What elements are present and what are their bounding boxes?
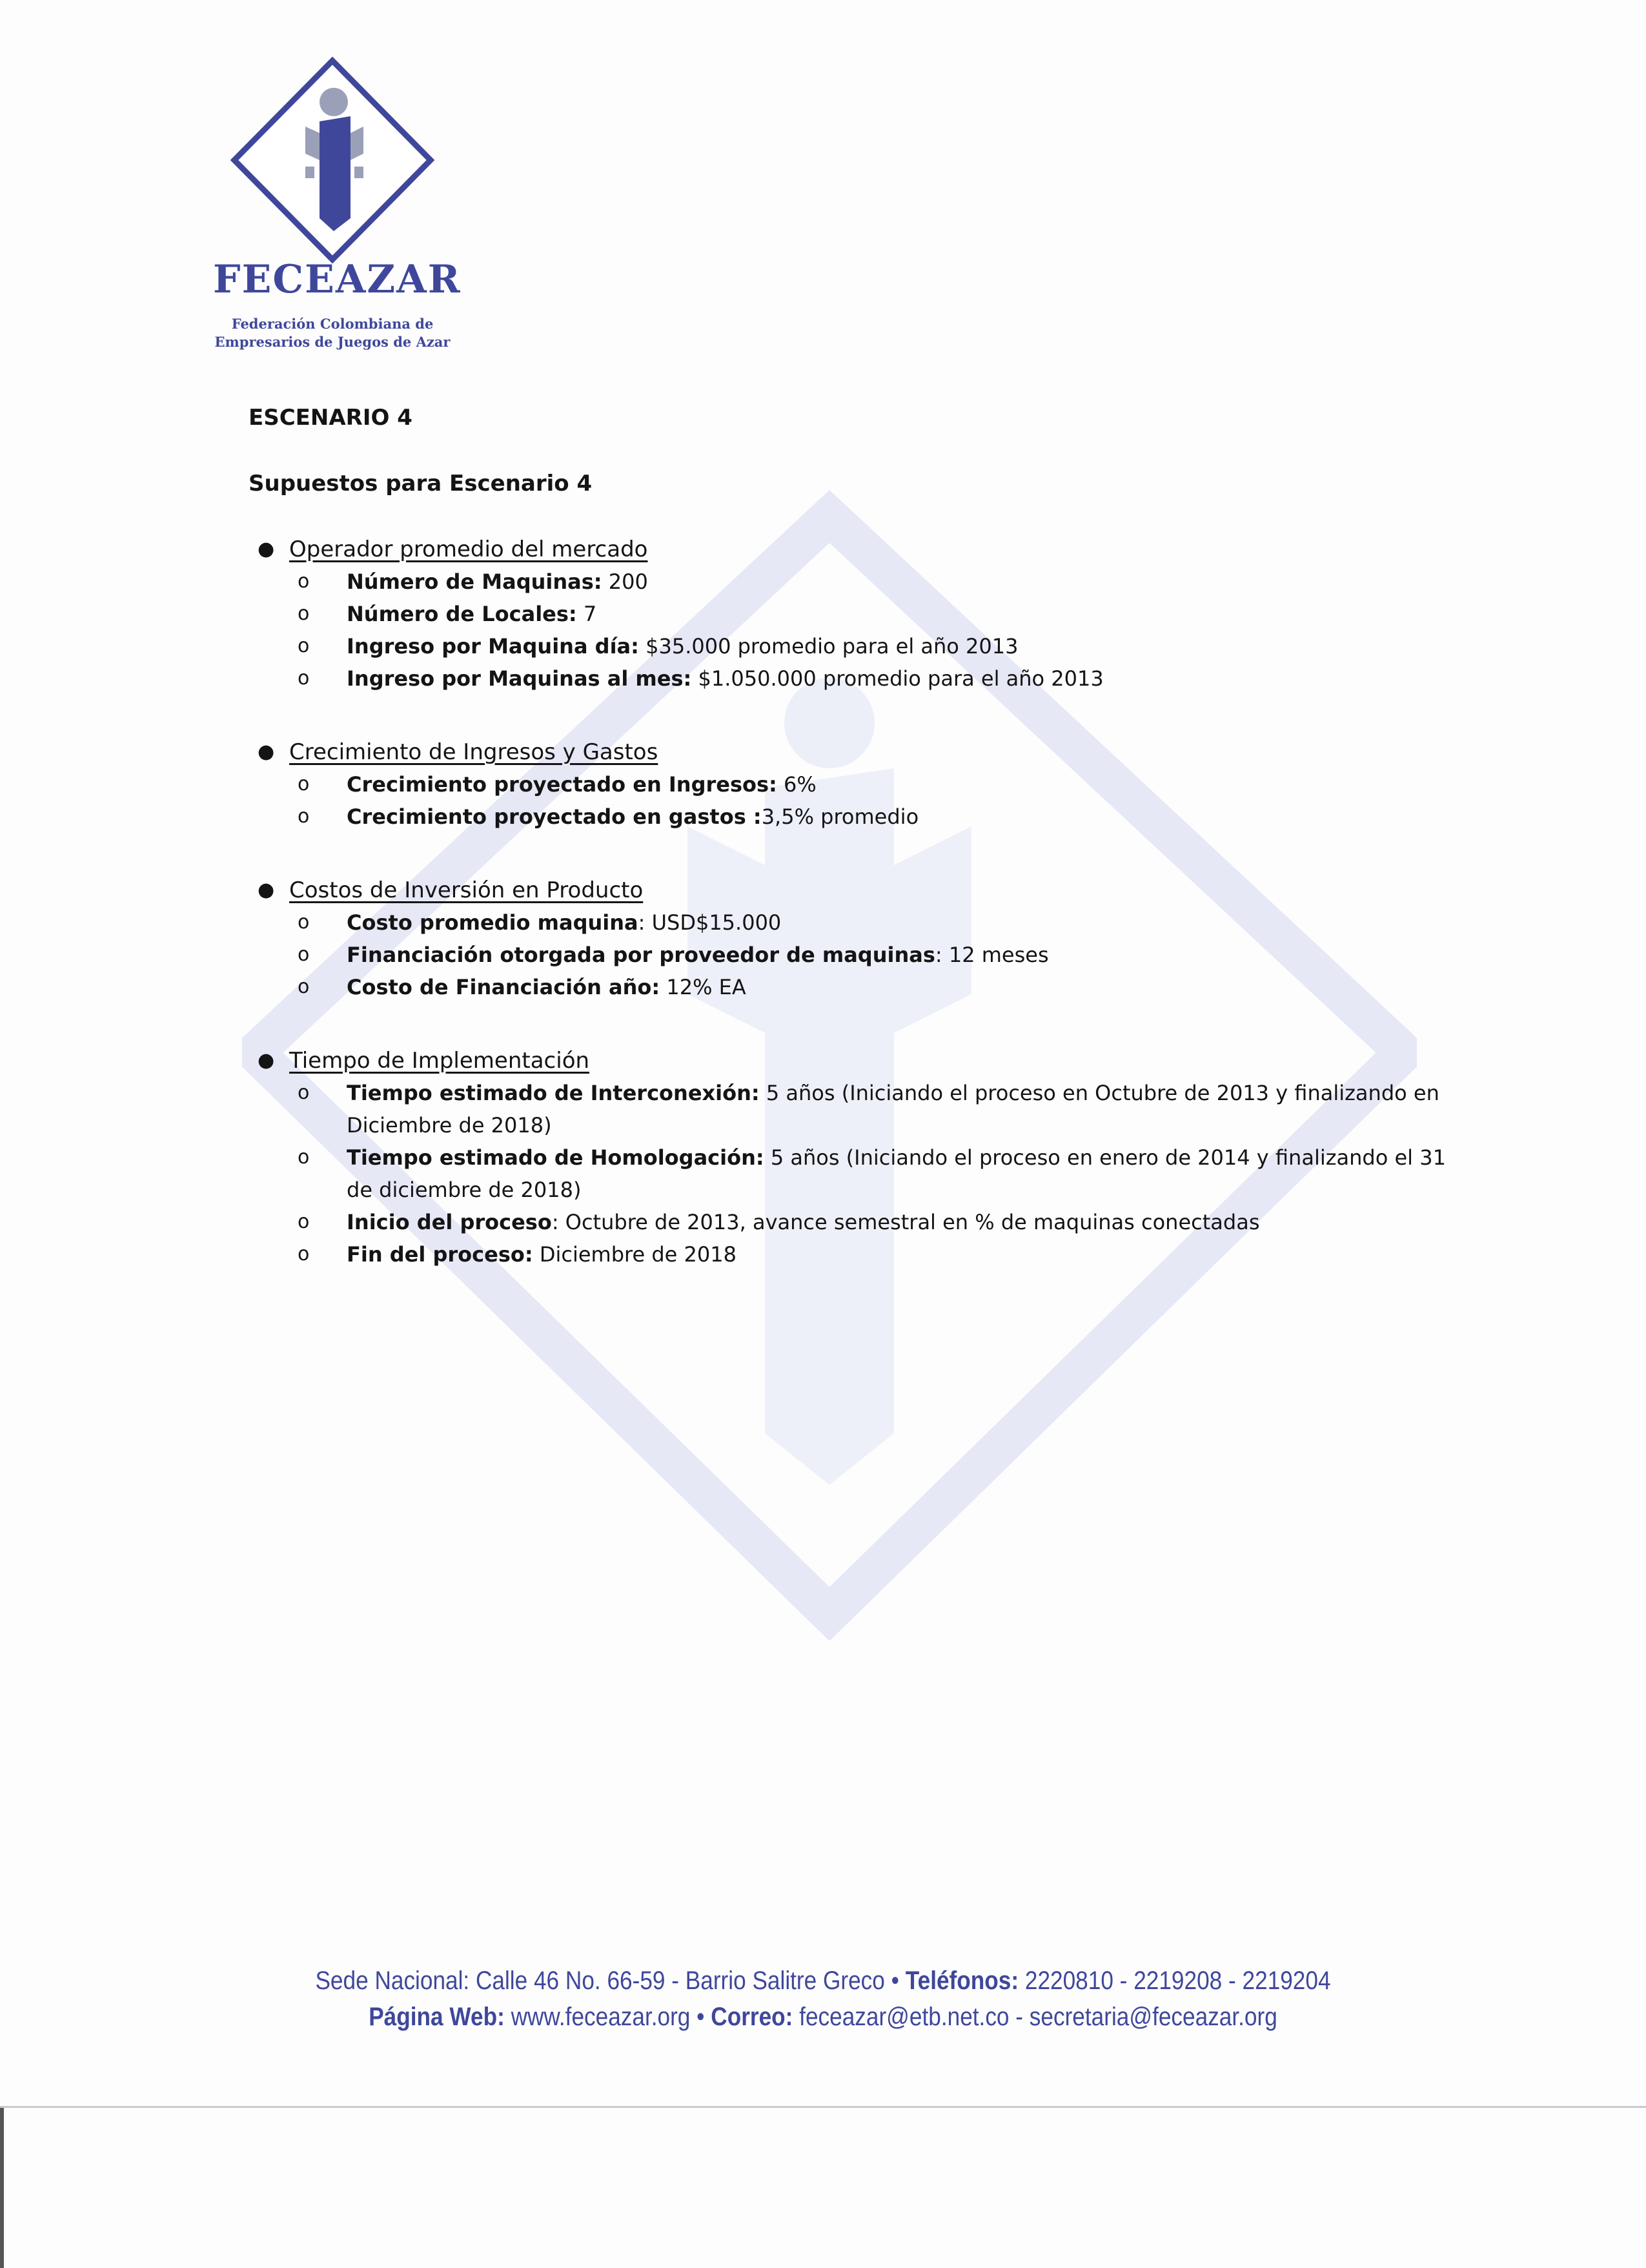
circle-bullet-icon: o (298, 911, 310, 934)
section-title: ● Operador promedio del mercado (249, 533, 1475, 566)
logo-name: FECEAZAR (213, 257, 462, 302)
circle-bullet-icon: o (298, 1211, 310, 1233)
feceazar-logo-icon (229, 57, 436, 263)
scan-edge-line (0, 2106, 1646, 2108)
list-item: o Crecimiento proyectado en Ingresos: 6% (249, 768, 1475, 801)
logo-subtitle-line1: Federación Colombiana de (231, 316, 434, 332)
circle-bullet-icon: o (298, 773, 310, 795)
document-title: ESCENARIO 4 (249, 405, 412, 431)
circle-bullet-icon: o (298, 943, 310, 966)
bullet-icon: ● (258, 538, 275, 560)
circle-bullet-icon: o (298, 1243, 310, 1265)
circle-bullet-icon: o (298, 805, 310, 828)
section-costos (249, 874, 1475, 1003)
list-item: o Costo promedio maquina: USD$15.000 (249, 906, 1475, 939)
list-item: o Financiación otorgada por proveedor de maquinas: 12 meses (249, 939, 1475, 971)
section-title: ● Crecimiento de Ingresos y Gastos (249, 736, 1475, 768)
list-item: o Ingreso por Maquina día: $35.000 promedio para el año 2013 (249, 630, 1475, 662)
list-item: o Tiempo estimado de Homologación: 5 años (Iniciando el proceso en enero de 2014 y finalizando el 31 de diciembre de 2018) (249, 1141, 1475, 1206)
section-title: ● Costos de Inversión en Producto (249, 874, 1475, 906)
footer-address-line: Sede Nacional: Calle 46 No. 66-59 - Barrio Salitre Greco • Teléfonos: 2220810 - 2219208 - 2219204 (315, 1967, 1331, 1995)
circle-bullet-icon: o (298, 635, 310, 657)
section-crecimiento (249, 736, 1475, 833)
circle-bullet-icon: o (298, 667, 310, 690)
letterhead-footer (99, 1963, 1547, 2035)
list-item: o Número de Maquinas: 200 (249, 566, 1475, 598)
bullet-icon: ● (258, 1049, 275, 1072)
list-item: o Tiempo estimado de Interconexión: 5 años (Iniciando el proceso en Octubre de 2013 y finalizando en Diciembre de 2018) (249, 1077, 1475, 1141)
item-list (249, 768, 1475, 833)
item-list (249, 906, 1475, 1003)
footer-contact-line: Página Web: www.feceazar.org • Correo: feceazar@etb.net.co - secretaria@feceazar.org (369, 2003, 1277, 2031)
circle-bullet-icon: o (298, 976, 310, 998)
list-item: o Inicio del proceso: Octubre de 2013, avance semestral en % de maquinas conectadas (249, 1206, 1475, 1238)
list-item: o Costo de Financiación año: 12% EA (249, 971, 1475, 1003)
circle-bullet-icon: o (298, 602, 310, 625)
logo-subtitle (194, 315, 471, 351)
circle-bullet-icon: o (298, 570, 310, 593)
item-list (249, 566, 1475, 695)
item-list (249, 1077, 1475, 1271)
bullet-icon: ● (258, 879, 275, 901)
list-item: o Número de Locales: 7 (249, 598, 1475, 630)
circle-bullet-icon: o (298, 1146, 310, 1169)
scan-edge-shadow (0, 2108, 4, 2268)
section-title: ● Tiempo de Implementación (249, 1045, 1475, 1077)
document-subtitle: Supuestos para Escenario 4 (249, 471, 593, 496)
document-body (249, 402, 1475, 1271)
list-item: o Crecimiento proyectado en gastos :3,5% promedio (249, 801, 1475, 833)
list-item: o Fin del proceso: Diciembre de 2018 (249, 1238, 1475, 1271)
section-tiempo (249, 1045, 1475, 1271)
logo-subtitle-line2: Empresarios de Juegos de Azar (214, 334, 451, 350)
list-item: o Ingreso por Maquinas al mes: $1.050.000 promedio para el año 2013 (249, 662, 1475, 695)
circle-bullet-icon: o (298, 1081, 310, 1104)
bullet-icon: ● (258, 741, 275, 763)
section-operador (249, 533, 1475, 695)
